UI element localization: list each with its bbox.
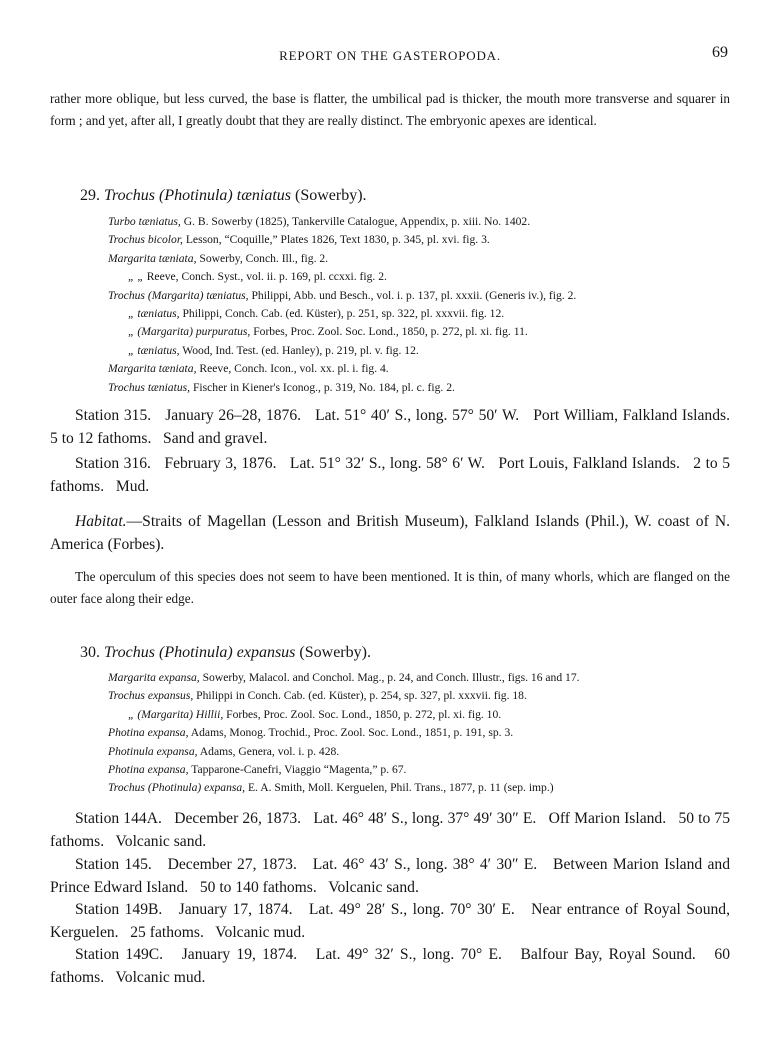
- synonym-reference: Wood, Ind. Test. (ed. Hanley), p. 219, pl. v. fig. 12.: [179, 343, 419, 357]
- synonym-entry: [108, 231, 730, 249]
- synonym-reference: Philippi in Conch. Cab. (ed. Küster), p. 254, sp. 327, pl. xxxvii. fig. 18.: [193, 689, 527, 703]
- species-author: (Sowerby).: [294, 187, 367, 204]
- synonym-entry: [108, 669, 730, 687]
- synonym-reference: Forbes, Proc. Zool. Soc. Lond., 1850, p. 272, pl. xi. fig. 10.: [223, 707, 502, 721]
- synonym-entry: [108, 323, 730, 341]
- synonym-taxon: Trochus (Photinula) expansa,: [108, 781, 246, 795]
- synonym-taxon: Photinula expansa,: [108, 744, 198, 758]
- synonym-entry: [108, 706, 730, 724]
- species-heading-30: [80, 642, 730, 664]
- species-subgenus: (Photinula): [158, 187, 233, 204]
- synonym-reference: Fischer in Kiener's Iconog., p. 319, No. 184, pl. c. fig. 2.: [190, 380, 455, 394]
- synonym-entry: [108, 268, 730, 286]
- synonym-reference: Adams, Genera, vol. i. p. 428.: [197, 744, 340, 758]
- synonym-entry: [108, 213, 730, 231]
- habitat-text: —Straits of Magellan (Lesson and British Museum), Falkland Islands (Phil.), W. coast of N. America (Forbes).: [50, 513, 730, 553]
- synonym-entry: [108, 379, 730, 397]
- station-record: Station 149B. January 17, 1874. Lat. 49° 28′ S., long. 70° 30′ E. Near entrance of Royal Sound, Kerguelen. 25 fathoms. Volcanic mud.: [50, 901, 734, 941]
- synonymy-list-29: [108, 213, 730, 397]
- running-head: REPORT ON THE GASTEROPODA.: [279, 48, 501, 63]
- synonym-taxon: Trochus (Margarita) tæniatus,: [108, 288, 249, 302]
- station-record: Station 144A. December 26, 1873. Lat. 46° 48′ S., long. 37° 49′ 30″ E. Off Marion Island. 50 to 75 fathoms. Volcanic sand.: [50, 810, 734, 850]
- species-heading-29: [80, 185, 730, 207]
- synonym-taxon: „ „: [128, 270, 144, 284]
- species-name: tæniatus: [236, 187, 291, 204]
- synonym-taxon: Margarita tæniata,: [108, 251, 197, 265]
- habitat-paragraph: [50, 510, 730, 556]
- species-number: 30.: [80, 644, 100, 661]
- synonym-entry: [108, 250, 730, 268]
- species-genus: Trochus: [104, 187, 155, 204]
- species-genus: Trochus: [104, 644, 155, 661]
- synonym-entry: [108, 779, 730, 797]
- synonym-entry: [108, 305, 730, 323]
- species-subgenus: (Photinula): [158, 644, 233, 661]
- synonymy-list-30: [108, 669, 730, 798]
- synonym-reference: E. A. Smith, Moll. Kerguelen, Phil. Trans., 1877, p. 11 (sep. imp.): [245, 781, 554, 795]
- synonym-taxon: „ (Margarita) Hillii,: [128, 707, 224, 721]
- synonym-reference: Sowerby, Conch. Ill., fig. 2.: [196, 251, 329, 265]
- station-record: Station 315. January 26–28, 1876. Lat. 51° 40′ S., long. 57° 50′ W. Port William, Falkland Islands. 5 to 12 fathoms. Sand and gravel.: [50, 407, 742, 447]
- synonym-taxon: Margarita tæniata,: [108, 362, 197, 376]
- synonym-taxon: „ (Margarita) purpuratus,: [128, 325, 251, 339]
- intro-paragraph: rather more oblique, but less curved, the base is flatter, the umbilical pad is thicker, the mouth more transverse and squarer in form ; and yet, after all, I greatly doubt that they are really distinct. The embryonic apexes are identical.: [50, 91, 730, 128]
- station-record: Station 145. December 27, 1873. Lat. 46° 43′ S., long. 38° 4′ 30″ E. Between Marion Island and Prince Edward Island. 50 to 140 fathoms. Volcanic sand.: [50, 856, 734, 896]
- species-number: 29.: [80, 187, 100, 204]
- habitat-label: Habitat.: [75, 513, 127, 530]
- synonym-reference: Lesson, “Coquille,” Plates 1826, Text 1830, p. 345, pl. xvi. fig. 3.: [182, 233, 490, 247]
- synonym-taxon: Photina expansa,: [108, 726, 189, 740]
- synonym-entry: [108, 360, 730, 378]
- synonym-entry: [108, 743, 730, 761]
- synonym-reference: Philippi, Conch. Cab. (ed. Küster), p. 251, sp. 322, pl. xxxvii. fig. 12.: [179, 307, 505, 321]
- species-name: expansus: [236, 644, 296, 661]
- operculum-note: The operculum of this species does not seem to have been mentioned. It is thin, of many whorls, which are flanged on the outer face along their edge.: [50, 569, 730, 606]
- page-number: 69: [712, 44, 728, 61]
- synonym-reference: G. B. Sowerby (1825), Tankerville Catalogue, Appendix, p. xiii. No. 1402.: [180, 215, 531, 228]
- synonym-taxon: Trochus tæniatus,: [108, 380, 191, 394]
- synonym-reference: Adams, Monog. Trochid., Proc. Zool. Soc. Lond., 1851, p. 191, sp. 3.: [188, 726, 514, 740]
- synonym-reference: Tapparone-Canefri, Viaggio “Magenta,” p. 67.: [188, 763, 407, 777]
- station-record: Station 316. February 3, 1876. Lat. 51° 32′ S., long. 58° 6′ W. Port Louis, Falkland Islands. 2 to 5 fathoms. Mud.: [50, 455, 734, 495]
- synonym-taxon: Trochus expansus,: [108, 689, 194, 703]
- synonym-entry: [108, 342, 730, 360]
- synonym-entry: [108, 687, 730, 705]
- synonym-taxon: Turbo tæniatus,: [108, 215, 181, 228]
- synonym-entry: [108, 761, 730, 779]
- station-record: Station 149C. January 19, 1874. Lat. 49° 32′ S., long. 70° E. Balfour Bay, Royal Sound. 60 fathoms. Volcanic mud.: [50, 946, 734, 986]
- synonym-reference: Reeve, Conch. Syst., vol. ii. p. 169, pl. ccxxi. fig. 2.: [143, 270, 387, 284]
- species-author: (Sowerby).: [299, 644, 371, 661]
- synonym-taxon: Photina expansa,: [108, 763, 189, 777]
- synonym-taxon: Margarita expansa,: [108, 671, 200, 684]
- synonym-reference: Forbes, Proc. Zool. Soc. Lond., 1850, p. 272, pl. xi. fig. 11.: [250, 325, 528, 339]
- page-header: [50, 44, 730, 66]
- synonym-taxon: „ tæniatus,: [128, 307, 180, 321]
- synonym-reference: Sowerby, Malacol. and Conchol. Mag., p. 24, and Conch. Illustr., figs. 16 and 17.: [199, 671, 580, 684]
- synonym-reference: Reeve, Conch. Icon., vol. xx. pl. i. fig. 4.: [196, 362, 389, 376]
- synonym-reference: Philippi, Abb. und Besch., vol. i. p. 137, pl. xxxii. (Generis iv.), fig. 2.: [248, 288, 577, 302]
- synonym-entry: [108, 287, 730, 305]
- synonym-entry: [108, 724, 730, 742]
- synonym-taxon: „ tæniatus,: [128, 343, 180, 357]
- synonym-taxon: Trochus bicolor,: [108, 233, 183, 247]
